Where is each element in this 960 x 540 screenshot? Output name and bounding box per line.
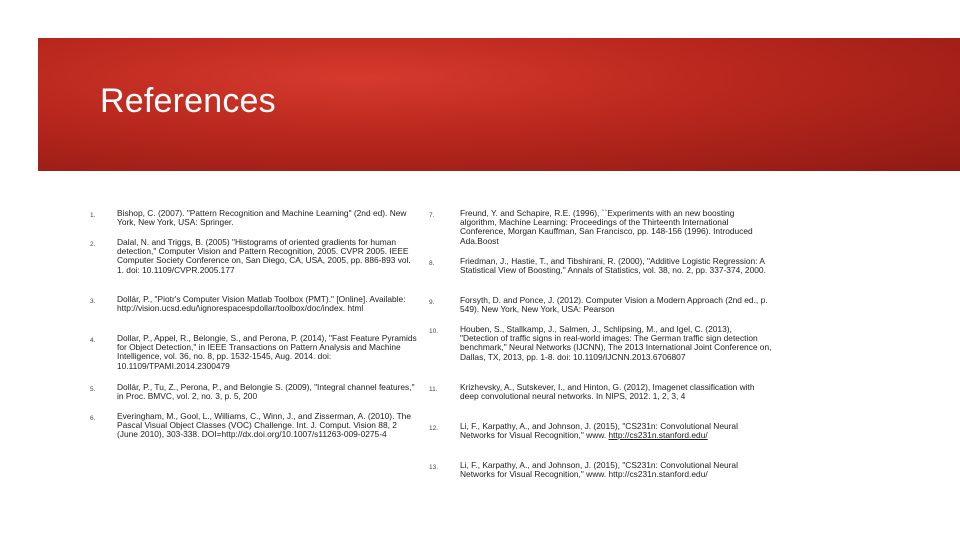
- reference-link[interactable]: http://cs231n.stanford.edu/: [608, 430, 708, 441]
- reference-text: Dollár, P., "Piotr's Computer Vision Matlab Toolbox (PMT)." [Online]. Available: http://vision.ucsd.edu/\ignorespacespdollar/toolbox/doc/index. html: [117, 294, 406, 314]
- reference-number: 12.: [429, 425, 439, 432]
- reference-text: Krizhevsky, A., Sutskever, I., and Hinton, G. (2012), Imagenet classification with deep convolutional neural networks. In NIPS, 2012. 1, 2, 3, 4: [460, 382, 755, 402]
- reference-text: Forsyth, D. and Ponce, J. (2012). Computer Vision a Modern Approach (2nd ed., p. 549). New York, New York, USA: Pearson: [460, 295, 768, 315]
- reference-number: 2.: [90, 241, 96, 248]
- reference-item: [90, 383, 417, 401]
- reference-item: [90, 412, 417, 440]
- reference-item: [429, 383, 772, 401]
- reference-text: Dollár, P., Tu, Z., Perona, P., and Belongie S. (2009), "Integral channel features," in Proc. BMVC, vol. 2, no. 3, p. 5, 200: [117, 382, 415, 402]
- reference-text: Dalal, N. and Triggs, B. (2005) "Histograms of oriented gradients for human detection," Computer Vision and Pattern Recognition, 2005. CVPR 2005. IEEE Computer Society Conference on, San Diego, CA, USA, 2005, pp. 886-893 vol. 1. doi: 10.1109/CVPR.2005.177: [117, 237, 411, 275]
- page-title: References: [100, 82, 276, 120]
- reference-number: 11.: [429, 386, 438, 393]
- reference-item: [429, 325, 772, 362]
- reference-item: [429, 257, 772, 275]
- reference-number: 1.: [90, 212, 96, 219]
- reference-number: 5.: [90, 386, 96, 393]
- reference-item: [90, 334, 417, 371]
- reference-number: 10.: [429, 328, 439, 335]
- reference-item: [429, 422, 772, 440]
- reference-text: Dollar, P., Appel, R., Belongie, S., and Perona, P. (2014), "Fast Feature Pyramids for Object Detection," in IEEE Transactions on Pattern Analysis and Machine Intelligence, vol. 36, no. 8, pp. 1532-1545, Aug. 2014. doi: 10.1109/TPAMI.2014.2300479: [117, 333, 417, 371]
- reference-item: [429, 461, 772, 479]
- reference-text: [460, 422, 772, 440]
- reference-text: Everingham, M., Gool, L., Williams, C., Winn, J., and Zisserman, A. (2010). The Pascal Visual Object Classes (VOC) Challenge. Int. J. Comput. Vision 88, 2 (June 2010), 303-338. DOI=http://dx.doi.org/10.1007/s11263-009-0275-4: [117, 411, 411, 440]
- reference-text: Houben, S., Stallkamp, J., Salmen, J., Schlipsing, M., and Igel, C. (2013), "Detection of traffic signs in real-world images: The German traffic sign detection benchmark," Neural Networks (IJCNN), The 2013 International Joint Conference on, Dallas, TX, 2013, pp. 1-8. doi: 10.1109/IJCNN.2013.6706807: [460, 324, 772, 362]
- reference-text: Li, F., Karpathy, A., and Johnson, J. (2015), "CS231n: Convolutional Neural Networks for Visual Recognition," www. http://cs231n.stanford.edu/: [460, 460, 738, 480]
- reference-number: 7.: [429, 212, 435, 219]
- reference-text: Bishop, C. (2007). "Pattern Recognition and Machine Learning" (2nd ed). New York, New York, USA: Springer.: [117, 208, 407, 228]
- reference-number: 4.: [90, 337, 96, 344]
- reference-item: [429, 296, 772, 314]
- reference-number: 6.: [90, 415, 96, 422]
- reference-number: 9.: [429, 299, 435, 306]
- reference-number: 8.: [429, 260, 435, 267]
- reference-text: Freund, Y. and Schapire, R.E. (1996), ``Experiments with an new boosting algorithm, Machine Learning: Proceedings of the Thirteenth International Conference, Morgan Kauffman, San Francisco, pp. 148-156 (1996). Introduced Ada.Boost: [460, 208, 753, 246]
- reference-item: [90, 238, 417, 275]
- reference-citation: Li, F., Karpathy, A., and Johnson, J. (2015), "CS231n: Convolutional Neural Networks for Visual Recognition," www.: [460, 421, 738, 441]
- reference-item: [90, 295, 417, 313]
- reference-item: [90, 209, 417, 227]
- reference-number: 13.: [429, 464, 439, 471]
- reference-item: [429, 209, 772, 246]
- reference-number: 3.: [90, 298, 96, 305]
- reference-text: Friedman, J., Hastie, T., and Tibshirani, R. (2000), "Additive Logistic Regression: A Statistical View of Boosting," Annals of Statistics, vol. 38, no. 2, pp. 337-374, 2000.: [460, 256, 766, 276]
